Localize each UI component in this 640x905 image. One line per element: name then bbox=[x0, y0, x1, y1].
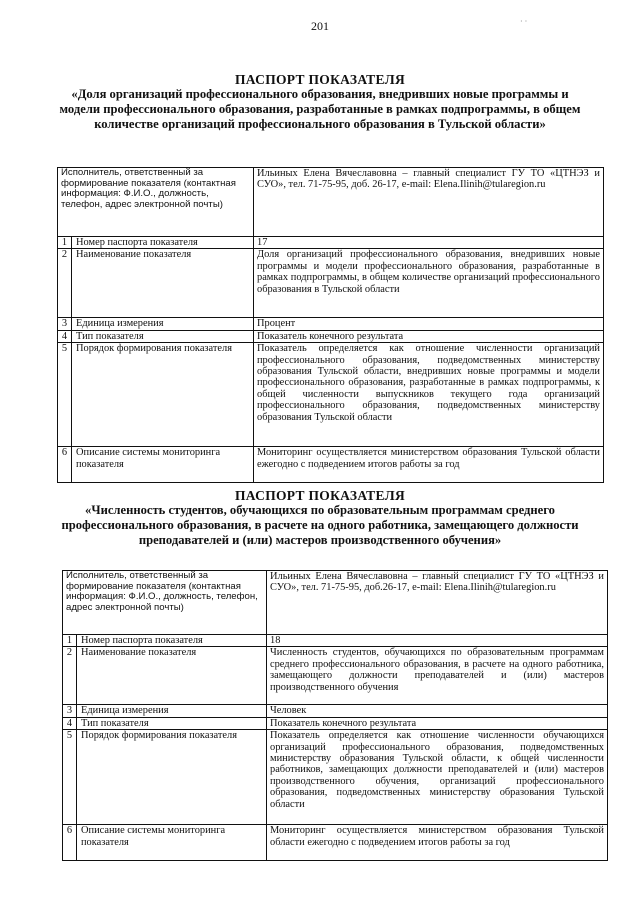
row-number: 5 bbox=[63, 730, 77, 825]
row-number: 4 bbox=[63, 717, 77, 729]
row-value: 17 bbox=[254, 237, 604, 249]
table-row bbox=[58, 237, 604, 249]
row-label: Номер паспорта показателя bbox=[72, 237, 254, 249]
row-number: 1 bbox=[58, 237, 72, 249]
row-value: Численность студентов, обучающихся по образовательным программам среднего профессионального образования, в расчете на одного работника, замещающего должности преподавателей и (или) мастеров производственного обучения bbox=[267, 647, 608, 705]
row-number: 2 bbox=[58, 249, 72, 318]
row-label: Единица измерения bbox=[77, 705, 267, 717]
passport-heading: ПАСПОРТ ПОКАЗАТЕЛЯ bbox=[234, 488, 406, 503]
page-number: 201 bbox=[311, 19, 329, 33]
passport-2-table bbox=[62, 570, 608, 861]
passport-2-title bbox=[55, 488, 585, 548]
table-row bbox=[63, 635, 608, 647]
contact-value: Ильиных Елена Вячеславовна – главный специалист ГУ ТО «ЦТНЭЗ и СУО», тел. 71-75-95, доб.26-17, e-mail: Elena.Ilinih@tularegion.ru bbox=[267, 571, 608, 635]
table-row bbox=[58, 168, 604, 237]
row-label: Описание системы мониторинга показателя bbox=[72, 447, 254, 483]
table-row bbox=[58, 249, 604, 318]
row-number: 6 bbox=[58, 447, 72, 483]
passport-1-title bbox=[55, 72, 585, 132]
row-label: Номер паспорта показателя bbox=[77, 635, 267, 647]
row-value: Показатель определяется как отношение численности обучающихся организаций профессионального образования, подведомственных министерству образования Тульской области, к общей численности работников, замещающих должности преподавателей и (или) мастеров производственного обучения, организаций профессионального образования, подведомственных министерству образования Тульской области bbox=[267, 730, 608, 825]
row-label: Описание системы мониторинга показателя bbox=[77, 825, 267, 861]
row-number: 3 bbox=[58, 318, 72, 330]
row-number: 4 bbox=[58, 330, 72, 342]
contact-label: Исполнитель, ответственный за формирование показателя (контактная информация: Ф.И.О., должность, телефон, адрес электронной почты) bbox=[58, 168, 254, 237]
row-value: Показатель конечного результата bbox=[267, 717, 608, 729]
table-row bbox=[63, 730, 608, 825]
row-value: Доля организаций профессионального образования, внедривших новые программы и модели профессионального образования, разработанные в рамках подпрограммы, в общем количестве организаций профессионального образования в Тульской области bbox=[254, 249, 604, 318]
passport-subtitle: «Численность студентов, обучающихся по образовательным программам среднего профессионального образования, в расчете на одного работника, замещающего должности преподавателей и (или) мастеров производственного обучения» bbox=[61, 503, 579, 547]
row-label: Тип показателя bbox=[77, 717, 267, 729]
table-row bbox=[58, 343, 604, 447]
passport-1-table bbox=[57, 167, 604, 483]
contact-label: Исполнитель, ответственный за формирование показателя (контактная информация: Ф.И.О., должность, телефон, адрес электронной почты) bbox=[63, 571, 267, 635]
row-label: Порядок формирования показателя bbox=[77, 730, 267, 825]
row-value: Мониторинг осуществляется министерством образования Тульской области ежегодно с подведением итогов работы за год bbox=[267, 825, 608, 861]
row-label: Наименование показателя bbox=[77, 647, 267, 705]
contact-value: Ильиных Елена Вячеславовна – главный специалист ГУ ТО «ЦТНЭЗ и СУО», тел. 71-75-95, доб. 26-17, e-mail: Elena.Ilinih@tularegion.ru bbox=[254, 168, 604, 237]
row-number: 6 bbox=[63, 825, 77, 861]
table-row bbox=[63, 705, 608, 717]
table-row bbox=[63, 825, 608, 861]
row-value: Человек bbox=[267, 705, 608, 717]
row-value: Процент bbox=[254, 318, 604, 330]
row-value: Мониторинг осуществляется министерством образования Тульской области ежегодно с подведением итогов работы за год bbox=[254, 447, 604, 483]
passport-heading: ПАСПОРТ ПОКАЗАТЕЛЯ bbox=[234, 72, 406, 87]
table-row bbox=[63, 717, 608, 729]
passport-subtitle: «Доля организаций профессионального образования, внедривших новые программы и модели профессионального образования, разработанные в рамках подпрограммы, в общем количестве организаций профессионального образования в Тульской области» bbox=[59, 87, 581, 131]
row-number: 3 bbox=[63, 705, 77, 717]
table-row bbox=[63, 647, 608, 705]
row-label: Единица измерения bbox=[72, 318, 254, 330]
row-number: 5 bbox=[58, 343, 72, 447]
row-label: Наименование показателя bbox=[72, 249, 254, 318]
row-label: Тип показателя bbox=[72, 330, 254, 342]
table-row bbox=[58, 318, 604, 330]
row-value: Показатель конечного результата bbox=[254, 330, 604, 342]
row-number: 2 bbox=[63, 647, 77, 705]
table-row bbox=[58, 330, 604, 342]
row-number: 1 bbox=[63, 635, 77, 647]
scan-speck: · · bbox=[520, 17, 528, 26]
table-row bbox=[58, 447, 604, 483]
row-value: 18 bbox=[267, 635, 608, 647]
row-label: Порядок формирования показателя bbox=[72, 343, 254, 447]
table-row bbox=[63, 571, 608, 635]
row-value: Показатель определяется как отношение численности организаций профессионального образования, подведомственных министерству образования Тульской области, внедривших новые программы и модели профессионального образования, разработанные в рамках подпрограммы, к общей численности выпускников текущего года организаций профессионального образования, подведомственных министерству образования Тульской области bbox=[254, 343, 604, 447]
